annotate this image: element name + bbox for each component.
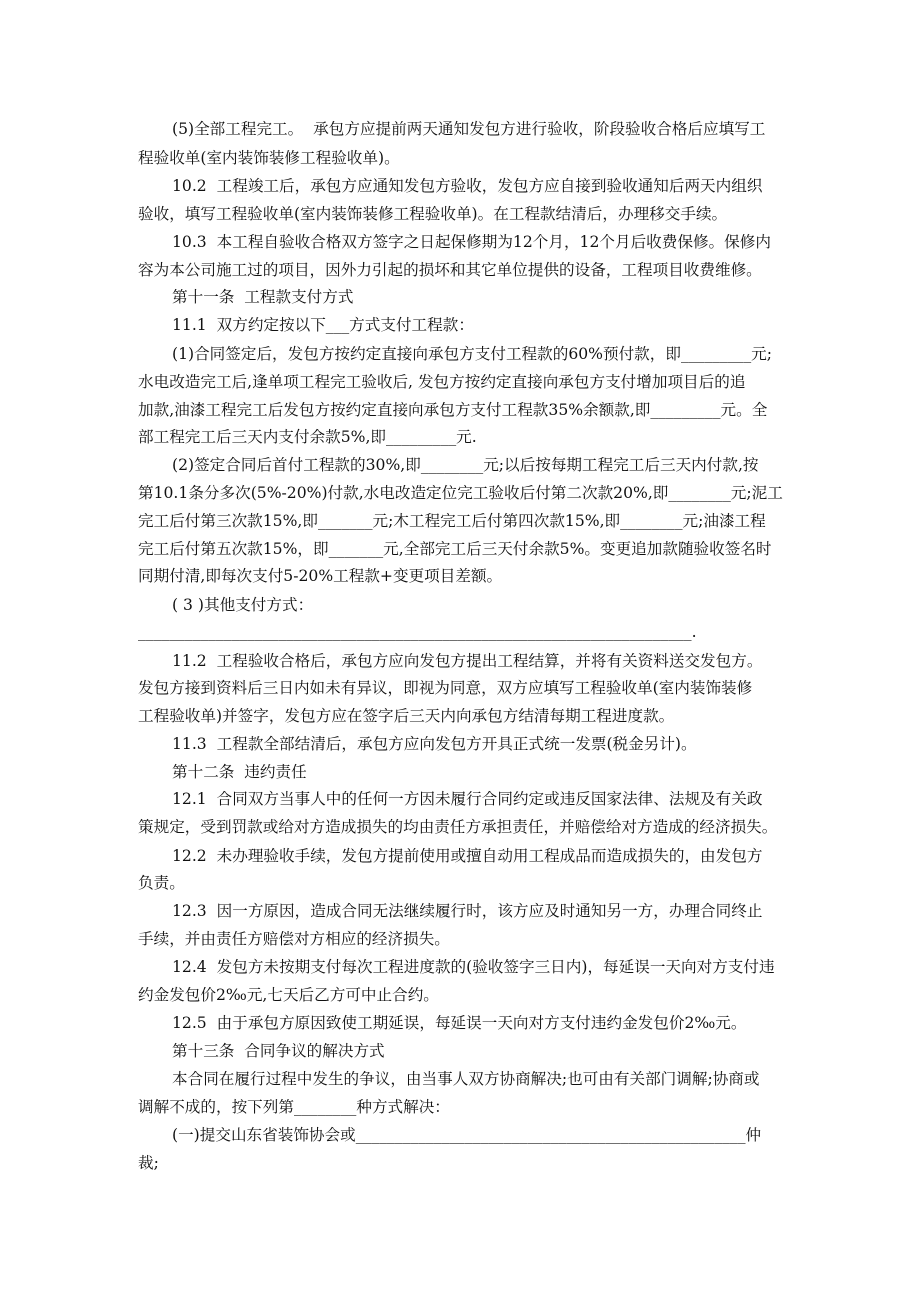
text-line: 12.2 未办理验收手续，发包方提前使用或擅自动用工程成品而造成损失的，由发包方 [172, 847, 763, 865]
text-line: 容为本公司施工过的项目，因外力引起的损坏和其它单位提供的设备，工程项目收费维修。 [138, 261, 762, 279]
text-line: 12.4 发包方未按期支付每次工程进度款的(验收签字三日内)，每延误一天向对方支付违 [172, 958, 775, 976]
blank-line: _______________________________________________________________________. [138, 623, 697, 641]
text-line: ( 3 )其他支付方式： [172, 596, 314, 614]
text-line: 11.3 工程款全部结清后，承包方应向发包方开具正式统一发票(税金另计)。 [172, 735, 697, 753]
text-line: 约金发包价2‰元,七天后乙方可中止合约。 [138, 986, 439, 1004]
section-heading: 第十二条 违约责任 [172, 763, 307, 781]
text-line: 策规定，受到罚款或给对方造成损失的均由责任方承担责任，并赔偿给对方造成的经济损失。 [138, 818, 778, 836]
text-line: (一)提交山东省装饰协会或__________________________________________________仲 [172, 1126, 762, 1144]
text-line: 第10.1条分多次(5%-20%)付款,水电改造定位完工验收后付第二次款20%,即________元;泥工 [138, 484, 783, 502]
text-line: (1)合同签定后，发包方按约定直接向承包方支付工程款的60%预付款，即_________元; [172, 345, 772, 363]
text-line: 12.3 因一方原因，造成合同无法继续履行时，该方应及时通知另一方，办理合同终止 [172, 902, 763, 920]
text-line: 10.2 工程竣工后，承包方应通知发包方验收，发包方应自接到验收通知后两天内组织 [172, 177, 763, 195]
text-line: 10.3 本工程自验收合格双方签字之日起保修期为12个月，12个月后收费保修。保修内 [172, 233, 771, 251]
section-heading: 第十一条 工程款支付方式 [172, 288, 354, 306]
text-line: 水电改造完工后,逢单项工程完工验收后, 发包方按约定直接向承包方支付增加项目后的追 [138, 373, 746, 391]
text-line: 负责。 [138, 874, 185, 892]
text-line: 裁; [138, 1154, 159, 1172]
text-line: 部工程完工后三天内支付余款5%,即_________元. [138, 428, 477, 446]
text-line: 11.2 工程验收合格后，承包方应向发包方提出工程结算，并将有关资料送交发包方。 [172, 652, 763, 670]
text-line: 手续，并由责任方赔偿对方相应的经济损失。 [138, 930, 450, 948]
text-line: (2)签定合同后首付工程款的30%,即________元;以后按每期工程完工后三天内付款,按 [172, 456, 759, 474]
text-line: (5)全部工程完工。 承包方应提前两天通知发包方进行验收，阶段验收合格后应填写工 [172, 120, 766, 138]
text-line: 加款,油漆工程完工后发包方按约定直接向承包方支付工程款35%余额款,即_________元。全 [138, 401, 768, 419]
text-line: 调解不成的，按下列第________种方式解决： [138, 1098, 450, 1116]
text-line: 11.1 双方约定按以下___方式支付工程款： [172, 316, 474, 334]
text-line: 发包方接到资料后三日内如未有异议，即视为同意，双方应填写工程验收单(室内装饰装修 [138, 679, 753, 697]
text-line: 完工后付第五次款15%，即_______元,全部完工后三天付余款5%。变更追加款随验收签名时 [138, 540, 772, 558]
text-line: 同期付清,即每次支付5-20%工程款+变更项目差额。 [138, 567, 503, 585]
text-line: 完工后付第三次款15%,即_______元;木工程完工后付第四次款15%,即________元;油漆工程 [138, 512, 766, 530]
text-line: 12.1 合同双方当事人中的任何一方因未履行合同约定或违反国家法律、法规及有关政 [172, 790, 763, 808]
section-heading: 第十三条 合同争议的解决方式 [172, 1042, 385, 1060]
text-line: 程验收单(室内装饰装修工程验收单)。 [138, 149, 400, 167]
text-line: 12.5 由于承包方原因致使工期延误，每延误一天向对方支付违约金发包价2‰元。 [172, 1014, 747, 1032]
text-line: 本合同在履行过程中发生的争议，由当事人双方协商解决;也可由有关部门调解;协商或 [172, 1070, 760, 1088]
text-line: 验收，填写工程验收单(室内装饰装修工程验收单)。在工程款结清后，办理移交手续。 [138, 205, 728, 223]
text-line: 工程验收单)并签字，发包方应在签字后三天内向承包方结清每期工程进度款。 [138, 707, 675, 725]
